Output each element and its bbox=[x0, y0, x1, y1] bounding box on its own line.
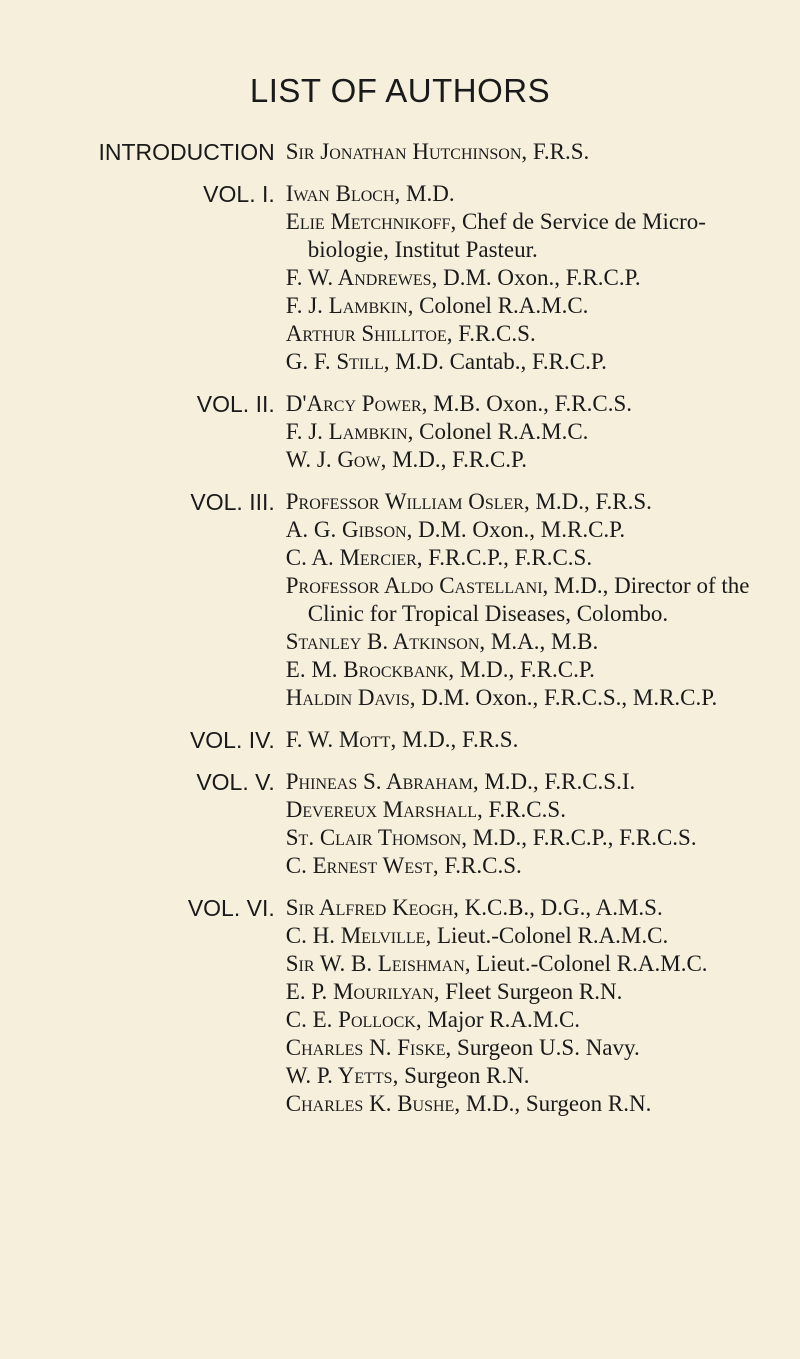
author-credentials: , F.R.C.S. bbox=[446, 321, 536, 346]
author-credentials: , M.D. bbox=[394, 181, 455, 206]
author-entry bbox=[286, 768, 780, 796]
author-entry bbox=[286, 516, 780, 544]
author-entries bbox=[286, 138, 780, 166]
author-credentials: , M.B. Oxon., F.R.C.S. bbox=[421, 391, 632, 416]
author-entry bbox=[286, 572, 780, 628]
author-credentials: , Surgeon R.N. bbox=[392, 1063, 530, 1088]
author-entry bbox=[286, 320, 780, 348]
author-entry bbox=[286, 796, 780, 824]
author-name: Professor William Osler bbox=[285, 489, 524, 514]
author-credentials: , Major R.A.M.C. bbox=[415, 1007, 581, 1032]
author-entry bbox=[286, 544, 780, 572]
author-credentials: , Surgeon U.S. Navy. bbox=[445, 1035, 640, 1060]
author-name: C. E. Pollock bbox=[285, 1007, 416, 1032]
author-name: Professor Aldo Castellani bbox=[285, 573, 543, 598]
author-name: F. W. Andrewes bbox=[285, 265, 432, 290]
author-name: Stanley B. Atkinson bbox=[285, 629, 480, 654]
author-name: W. J. Gow bbox=[285, 447, 381, 472]
author-credentials: , M.D., F.R.C.P., F.R.C.S. bbox=[461, 825, 697, 850]
author-entry bbox=[286, 488, 780, 516]
author-name: F. J. Lambkin bbox=[285, 293, 408, 318]
author-name: Sir W. B. Leishman bbox=[285, 951, 465, 976]
authors-list bbox=[40, 138, 780, 1132]
volume-section bbox=[40, 894, 780, 1118]
author-name: Elie Metchnikoff bbox=[285, 209, 451, 234]
author-entry bbox=[286, 852, 780, 880]
author-name: C. H. Melville bbox=[285, 923, 426, 948]
author-name: A. G. Gibson bbox=[285, 517, 407, 542]
author-entries bbox=[286, 726, 780, 754]
author-credentials: , M.A., M.B. bbox=[479, 629, 599, 654]
author-name: E. P. Mourilyan bbox=[285, 979, 434, 1004]
author-credentials: , Chef de Service de Micro-biologie, Institut Pasteur. bbox=[307, 209, 706, 262]
volume-section bbox=[40, 138, 780, 166]
author-entries bbox=[286, 488, 780, 712]
author-entry bbox=[286, 180, 780, 208]
author-entry bbox=[286, 208, 780, 264]
author-credentials: , D.M. Oxon., M.R.C.P. bbox=[406, 517, 626, 542]
volume-label: INTRODUCTION bbox=[98, 139, 275, 165]
author-entry bbox=[286, 894, 780, 922]
page-title: LIST OF AUTHORS bbox=[249, 72, 551, 109]
author-entry bbox=[286, 628, 780, 656]
author-entries bbox=[286, 894, 780, 1118]
author-name: Arthur Shillitoe bbox=[285, 321, 447, 346]
author-name: Phineas S. Abraham bbox=[285, 769, 473, 794]
author-entry bbox=[286, 922, 780, 950]
author-name: C. Ernest West bbox=[285, 853, 433, 878]
author-name: Sir Alfred Keogh bbox=[285, 895, 454, 920]
author-credentials: , M.D., Surgeon R.N. bbox=[454, 1091, 652, 1116]
author-entries bbox=[286, 180, 780, 376]
author-entry bbox=[286, 1062, 780, 1090]
author-entry bbox=[286, 418, 780, 446]
author-credentials: , M.D., Director of the Clinic for Tropical Diseases, Colombo. bbox=[307, 573, 750, 626]
author-name: Devereux Marshall bbox=[285, 797, 478, 822]
author-credentials: , M.D., F.R.C.P. bbox=[380, 447, 528, 472]
author-name: E. M. Brockbank bbox=[285, 657, 449, 682]
author-name: St. Clair Thomson bbox=[285, 825, 462, 850]
author-credentials: , Colonel R.A.M.C. bbox=[407, 419, 589, 444]
author-entry bbox=[286, 446, 780, 474]
author-name: Iwan Bloch bbox=[285, 181, 395, 206]
volume-section bbox=[40, 390, 780, 474]
author-credentials: , F.R.C.S. bbox=[432, 853, 522, 878]
author-name: Haldin Davis bbox=[285, 685, 410, 710]
author-name: W. P. Yetts bbox=[285, 1063, 393, 1088]
author-credentials: , D.M. Oxon., F.R.C.S., M.R.C.P. bbox=[409, 685, 718, 710]
author-credentials: , M.D., F.R.C.P. bbox=[448, 657, 595, 682]
volume-label: VOL. III. bbox=[190, 489, 275, 515]
author-entry bbox=[286, 726, 780, 754]
author-credentials: , M.D., F.R.S. bbox=[523, 489, 652, 514]
author-entry bbox=[286, 824, 780, 852]
author-name: F. W. Mott bbox=[285, 727, 391, 752]
author-entry bbox=[286, 656, 780, 684]
author-credentials: , K.C.B., D.G., A.M.S. bbox=[453, 895, 663, 920]
author-entry bbox=[286, 390, 780, 418]
author-entries bbox=[286, 768, 780, 880]
volume-section bbox=[40, 768, 780, 880]
volume-label: VOL. VI. bbox=[187, 895, 275, 921]
author-entries bbox=[286, 390, 780, 474]
author-entry bbox=[286, 684, 780, 712]
author-entry bbox=[286, 348, 780, 376]
volume-section bbox=[40, 180, 780, 376]
volume-label: VOL. V. bbox=[196, 769, 275, 795]
author-name: Sir Jonathan Hutchinson bbox=[285, 139, 522, 164]
author-entry bbox=[286, 138, 780, 166]
author-credentials: , Fleet Surgeon R.N. bbox=[433, 979, 623, 1004]
author-credentials: , Lieut.-Colonel R.A.M.C. bbox=[464, 951, 708, 976]
author-name: D'Arcy Power bbox=[285, 391, 422, 416]
volume-section bbox=[40, 488, 780, 712]
author-name: C. A. Mercier bbox=[285, 545, 417, 570]
author-name: Charles N. Fiske bbox=[285, 1035, 446, 1060]
author-credentials: , F.R.C.P., F.R.C.S. bbox=[416, 545, 593, 570]
author-entry bbox=[286, 950, 780, 978]
author-credentials: , M.D. Cantab., F.R.C.P. bbox=[383, 349, 607, 374]
author-credentials: , M.D., F.R.C.S.I. bbox=[472, 769, 636, 794]
volume-section bbox=[40, 726, 780, 754]
author-entry bbox=[286, 292, 780, 320]
author-name: Charles K. Bushe bbox=[285, 1091, 455, 1116]
author-credentials: , M.D., F.R.S. bbox=[390, 727, 519, 752]
author-name: G. F. Still bbox=[285, 349, 384, 374]
author-entry bbox=[286, 264, 780, 292]
author-credentials: , Colonel R.A.M.C. bbox=[407, 293, 589, 318]
volume-label: VOL. I. bbox=[203, 181, 275, 207]
volume-label: VOL. IV. bbox=[189, 727, 275, 753]
author-credentials: , Lieut.-Colonel R.A.M.C. bbox=[425, 923, 669, 948]
author-credentials: , D.M. Oxon., F.R.C.P. bbox=[431, 265, 641, 290]
author-entry bbox=[286, 1090, 780, 1118]
volume-label: VOL. II. bbox=[196, 391, 275, 417]
author-credentials: , F.R.S. bbox=[521, 139, 590, 164]
author-name: F. J. Lambkin bbox=[285, 419, 408, 444]
author-entry bbox=[286, 978, 780, 1006]
author-entry bbox=[286, 1006, 780, 1034]
author-credentials: , F.R.C.S. bbox=[477, 797, 566, 822]
author-entry bbox=[286, 1034, 780, 1062]
